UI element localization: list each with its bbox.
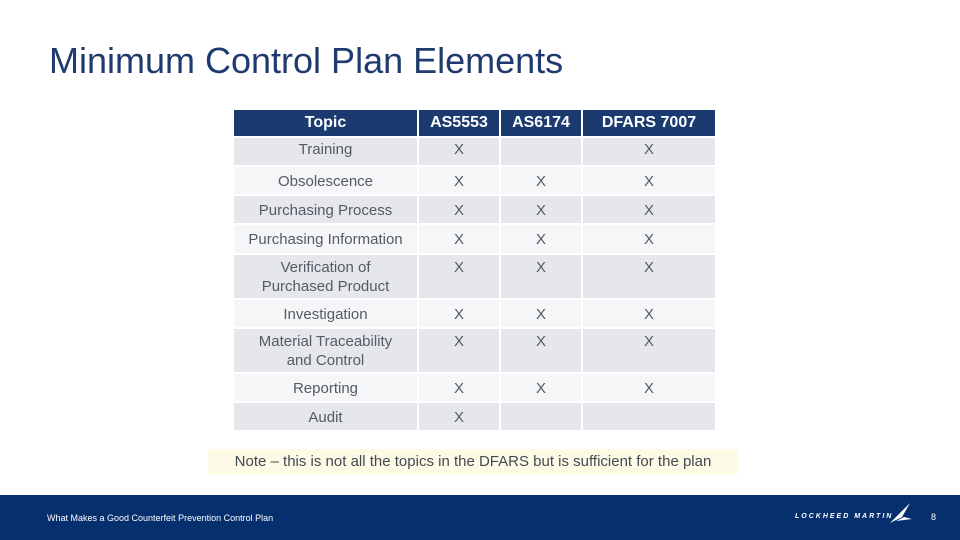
table-row [234,300,715,327]
dfars-cell: X [583,138,715,165]
as5553-cell: X [419,374,499,401]
table-row [234,329,715,372]
as6174-cell [501,138,581,165]
brand-wordmark: LOCKHEED MARTIN [795,513,894,520]
topic-cell: Training [234,138,417,165]
as5553-cell: X [419,300,499,327]
as5553-cell: X [419,196,499,223]
header-dfars-7007: DFARS 7007 [583,110,715,136]
table-row [234,225,715,253]
as6174-cell: X [501,374,581,401]
table-header-row [234,110,715,136]
table-row [234,167,715,194]
as6174-cell: X [501,167,581,194]
topic-cell: Audit [234,403,417,430]
page-number: 8 [931,512,937,522]
dfars-cell: X [583,374,715,401]
dfars-cell: X [583,255,715,298]
as5553-cell: X [419,329,499,372]
footer-title: What Makes a Good Counterfeit Prevention Control Plan [47,513,274,523]
as5553-cell: X [419,403,499,430]
note-box: Note – this is not all the topics in the DFARS but is sufficient for the plan [208,449,738,475]
as5553-cell: X [419,225,499,253]
table-row [234,374,715,401]
dfars-cell: X [583,300,715,327]
dfars-cell: X [583,196,715,223]
header-as5553: AS5553 [419,110,499,136]
header-topic: Topic [234,110,417,136]
topic-cell: Purchasing Information [234,225,417,253]
as6174-cell: X [501,300,581,327]
table-row [234,403,715,430]
page-title: Minimum Control Plan Elements [49,40,564,81]
topic-cell [234,255,417,298]
topic-cell: Purchasing Process [234,196,417,223]
topic-cell [234,329,417,372]
header-as6174: AS6174 [501,110,581,136]
topic-cell: Investigation [234,300,417,327]
as5553-cell: X [419,138,499,165]
as6174-cell: X [501,329,581,372]
topic-line: and Control [286,352,365,369]
dfars-cell: X [583,225,715,253]
lockheed-star-icon [888,501,914,527]
topic-line: Material Traceability [258,333,393,350]
topic-line: Purchased Product [261,278,390,295]
as5553-cell: X [419,167,499,194]
as6174-cell [501,403,581,430]
as5553-cell: X [419,255,499,298]
control-plan-table [232,108,717,432]
footer-bar [0,495,960,540]
topic-cell: Reporting [234,374,417,401]
topic-line: Verification of [280,259,371,276]
table-row [234,196,715,223]
topic-cell: Obsolescence [234,167,417,194]
as6174-cell: X [501,196,581,223]
table-row [234,138,715,165]
dfars-cell [583,403,715,430]
as6174-cell: X [501,225,581,253]
table-row [234,255,715,298]
as6174-cell: X [501,255,581,298]
dfars-cell: X [583,329,715,372]
dfars-cell: X [583,167,715,194]
